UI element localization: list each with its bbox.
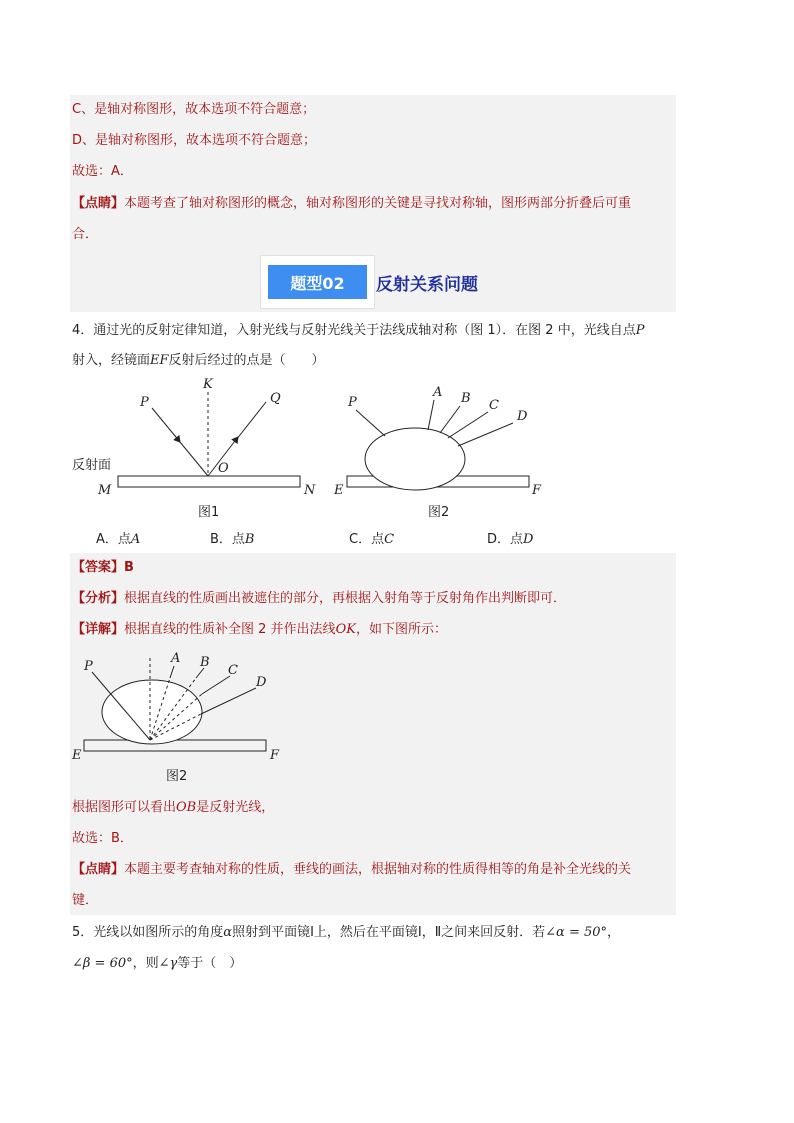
q5-stem-line-1 — [72, 924, 620, 942]
mirror-ef — [84, 740, 266, 751]
q4-stem-line-1 — [72, 322, 644, 340]
label-b: B — [200, 655, 210, 670]
ray-a — [170, 666, 174, 678]
q4-point-p: P — [635, 323, 645, 338]
option-d[interactable] — [487, 528, 533, 547]
q5-stem-line-2 — [72, 955, 242, 973]
q5-alpha: α — [223, 925, 233, 940]
section-badge-frame — [260, 255, 375, 309]
q4-stem-text-2a: 射入，经镜面 — [72, 353, 151, 368]
label-p: P — [348, 395, 357, 410]
answer-tag: 【答案】 — [72, 560, 125, 575]
q5-text-d: ，则 — [132, 956, 159, 971]
label-o: O — [218, 461, 229, 476]
obstacle-ellipse — [365, 428, 465, 490]
label-reflecting-surface: 反射面 — [72, 458, 112, 473]
conclusion-text: 根据图形可以看出 — [72, 800, 177, 815]
q5-text-a: 5．光线以如图所示的角度 — [72, 925, 224, 940]
label-e: E — [334, 483, 344, 498]
section-title: 反射关系问题 — [376, 275, 478, 295]
label-k: K — [203, 377, 213, 392]
detail-tag: 【详解】 — [72, 622, 125, 637]
figure-1-reflection-diagram — [70, 372, 330, 522]
label-d: D — [517, 409, 528, 424]
comment-line — [72, 861, 631, 879]
ray-a — [428, 400, 434, 430]
option-b[interactable] — [210, 528, 254, 547]
option-c-var: C — [384, 532, 395, 547]
detail-text-2: ，如下图所示： — [355, 622, 447, 637]
ray-b — [440, 406, 460, 433]
q5-condition-alpha: ∠α = 50° — [545, 925, 608, 940]
comment-tag: 【点睛】 — [72, 196, 125, 211]
label-a: A — [171, 651, 181, 666]
option-b-var: B — [244, 532, 255, 547]
q5-condition-beta: ∠β = 60° — [72, 956, 133, 971]
previous-choice: 故选：A． — [72, 164, 133, 179]
conclusion-text-2: 是反射光线， — [196, 800, 275, 815]
previous-solution-panel — [70, 95, 676, 255]
label-e: E — [72, 748, 82, 763]
q5-text-e: 等于（ ） — [177, 956, 243, 971]
detail-ok: OK — [335, 622, 356, 637]
figure-2-diagram — [330, 372, 550, 522]
q4-stem-line-2 — [72, 352, 325, 370]
comment-text-1: 本题考查了轴对称图形的概念，轴对称图形的关键是寻找对称轴，图形两部分折叠后可重 — [124, 196, 632, 211]
analysis-line — [72, 590, 566, 608]
label-f: F — [270, 748, 280, 763]
detail-text: 根据直线的性质补全图 2 并作出法线 — [124, 622, 336, 637]
q4-mirror-ef: EF — [150, 353, 169, 368]
label-m: M — [98, 483, 112, 498]
label-c: C — [489, 398, 499, 413]
answer-line — [72, 559, 134, 577]
mirror-mn — [118, 476, 300, 487]
option-b-label: B．点 — [210, 532, 245, 547]
ray-c — [202, 676, 230, 694]
incident-ray-po — [152, 408, 180, 442]
label-p: P — [84, 659, 93, 674]
ray-d — [201, 688, 256, 714]
label-b: B — [461, 391, 471, 406]
q5-text-b: 照射到平面镜Ⅰ上，然后在平面镜Ⅰ，Ⅱ之间来回反射．若 — [232, 925, 546, 940]
detail-line — [72, 621, 447, 639]
option-c-label: C．点 — [349, 532, 385, 547]
answer-value: B — [124, 560, 134, 575]
figure-1-caption: 图1 — [198, 505, 220, 520]
reflected-ray-oq-2 — [236, 402, 266, 440]
incident-ray-po-2 — [180, 442, 208, 476]
option-c[interactable] — [349, 528, 394, 547]
option-d-label: D．点 — [487, 532, 524, 547]
analysis-tag: 【分析】 — [72, 591, 125, 606]
option-d-explanation: D、是轴对称图形，故本选项不符合题意； — [72, 133, 317, 148]
label-d: D — [256, 675, 267, 690]
comment-text-1: 本题主要考查轴对称的性质，垂线的画法，根据轴对称的性质得相等的角是补全光线的关 — [124, 862, 632, 877]
conclusion-line — [72, 799, 274, 817]
section-badge: 题型02 — [268, 265, 367, 299]
label-a: A — [433, 385, 443, 400]
q5-gamma: ∠γ — [158, 956, 178, 971]
ray-p — [356, 410, 385, 436]
analysis-text: 根据直线的性质画出被遮住的部分，再根据入射角等于反射角作出判断即可． — [124, 591, 567, 606]
figure-2-caption: 图2 — [428, 505, 450, 520]
label-n: N — [304, 483, 316, 498]
option-d-var: D — [523, 532, 534, 547]
label-f: F — [532, 483, 542, 498]
comment-tag: 【点睛】 — [72, 862, 125, 877]
option-c-explanation: C、是轴对称图形，故本选项不符合题意； — [72, 102, 316, 117]
q4-stem-text-2b: 反射后经过的点是（ ） — [168, 353, 325, 368]
comment-text-2: 键． — [72, 893, 99, 908]
option-a-label: A．点 — [96, 532, 131, 547]
label-q: Q — [270, 391, 281, 406]
label-c: C — [228, 663, 238, 678]
previous-comment — [72, 195, 631, 213]
conclusion-ob: OB — [176, 800, 197, 815]
option-a[interactable] — [96, 528, 140, 547]
q4-stem-text: 4．通过光的反射定律知道，入射光线与反射光线关于法线成轴对称（图 1）．在图 2 中，光线自点 — [72, 323, 636, 338]
figure-3-caption: 图2 — [166, 769, 188, 784]
q5-text-c: ， — [607, 925, 621, 940]
figure-2-completed-diagram — [70, 648, 290, 788]
option-a-var: A — [130, 532, 141, 547]
label-p: P — [140, 395, 149, 410]
choice-line: 故选：B． — [72, 831, 133, 846]
ray-c — [448, 412, 488, 438]
comment-text-2: 合． — [72, 227, 99, 242]
